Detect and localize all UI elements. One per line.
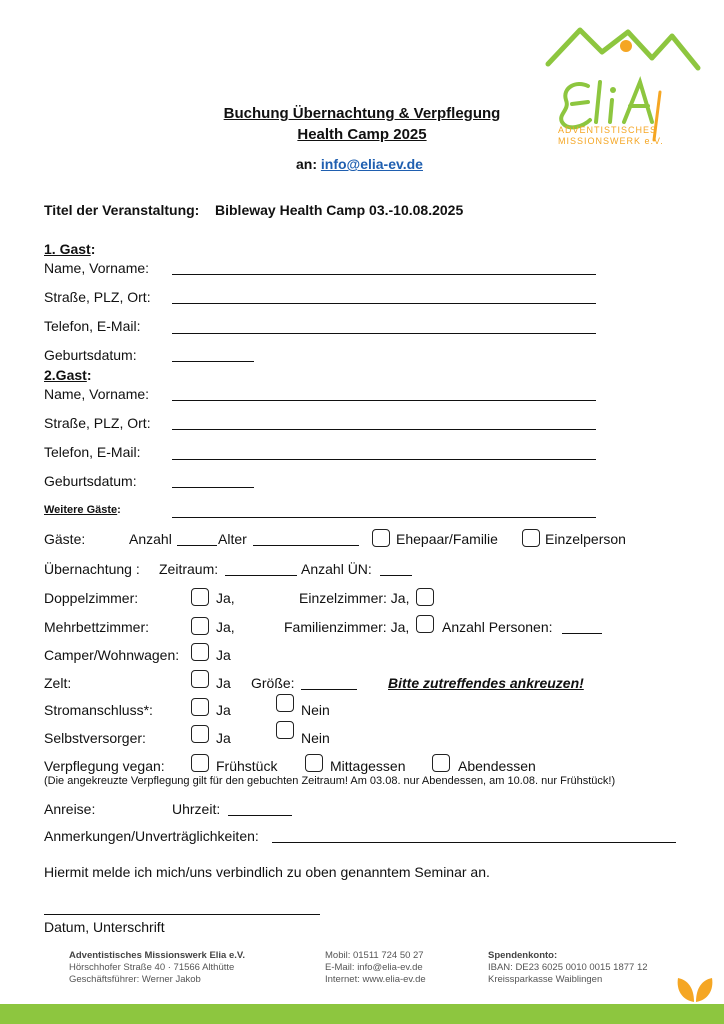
remarks-label: Anmerkungen/Unverträglichkeiten: — [44, 828, 259, 844]
self-catering-label: Selbstversorger: — [44, 730, 146, 746]
footer-ceo: Geschäftsführer: Werner Jakob — [69, 974, 201, 985]
footer-street: Hörschhofer Straße 40 · 71566 Althütte — [69, 962, 235, 973]
guests-age-field[interactable] — [253, 545, 359, 546]
lunch-checkbox[interactable] — [305, 754, 323, 772]
stay-nights-field[interactable] — [380, 575, 412, 576]
guests-count-field[interactable] — [177, 545, 217, 546]
single-room-checkbox[interactable] — [416, 588, 434, 606]
guest2-heading — [44, 367, 91, 383]
guest2-address-label: Straße, PLZ, Ort: — [44, 415, 151, 431]
guests-count-label: Anzahl — [129, 531, 172, 547]
guest2-name-field[interactable] — [172, 400, 596, 401]
breakfast-label: Frühstück — [216, 758, 278, 774]
check-hint: Bitte zutreffendes ankreuzen! — [388, 675, 584, 691]
double-room-yes: Ja, — [216, 590, 235, 606]
power-no: Nein — [301, 702, 330, 718]
guest2-address-field[interactable] — [172, 429, 596, 430]
dinner-label: Abendessen — [458, 758, 536, 774]
title-line1: Buchung Übernachtung & Verpflegung — [223, 105, 501, 122]
self-yes: Ja — [216, 730, 231, 746]
multi-room-checkbox[interactable] — [191, 617, 209, 635]
persons-field[interactable] — [562, 633, 602, 634]
event-name: Bibleway Health Camp 03.-10.08.2025 — [215, 202, 464, 218]
power-yes: Ja — [216, 702, 231, 718]
footer-green-bar — [0, 1004, 724, 1024]
power-no-checkbox[interactable] — [276, 694, 294, 712]
lunch-label: Mittagessen — [330, 758, 406, 774]
signature-label: Datum, Unterschrift — [44, 919, 165, 935]
guests-label: Gäste: — [44, 531, 86, 547]
guest1-heading-text: 1. Gast — [44, 241, 91, 257]
couple-checkbox[interactable] — [372, 529, 390, 547]
footer-bank: Kreissparkasse Waiblingen — [488, 974, 603, 985]
to-label: an: — [296, 156, 317, 172]
double-room-label: Doppelzimmer: — [44, 590, 139, 606]
stay-label: Übernachtung : — [44, 561, 140, 577]
guest2-contact-label: Telefon, E-Mail: — [44, 444, 141, 460]
guest2-heading-text: 2.Gast — [44, 367, 87, 383]
stay-period-label: Zeitraum: — [159, 561, 219, 577]
single-room-label: Einzelzimmer: Ja, — [299, 590, 410, 606]
footer-org: Adventistisches Missionswerk Elia e.V. — [69, 950, 246, 961]
footer-org-block — [69, 950, 245, 986]
guest2-colon: : — [86, 367, 92, 383]
guest1-address-field[interactable] — [172, 303, 596, 304]
more-guests-colon: : — [117, 504, 121, 516]
dinner-checkbox[interactable] — [432, 754, 450, 772]
guest2-birth-field[interactable] — [172, 487, 254, 488]
family-room-checkbox[interactable] — [416, 615, 434, 633]
footer-mobile: Mobil: 01511 724 50 27 — [325, 950, 424, 961]
multi-room-label: Mehrbettzimmer: — [44, 619, 150, 635]
arrival-time-label: Uhrzeit: — [172, 801, 221, 817]
logo-line2: MISSIONSWERK e.V. — [558, 136, 664, 146]
guests-age-label: Alter — [218, 531, 247, 547]
meals-note: (Die angekreuzte Verpflegung gilt für den gebuchten Zeitraum! Am 03.08. nur Abendessen, am 10.08. nur Frühstück!) — [44, 775, 616, 787]
footer-iban: IBAN: DE23 6025 0010 0015 1877 12 — [488, 962, 648, 973]
guest1-contact-field[interactable] — [172, 333, 596, 334]
guest1-birth-field[interactable] — [172, 361, 254, 362]
email-link[interactable]: info@elia-ev.de — [320, 156, 423, 172]
self-no-checkbox[interactable] — [276, 721, 294, 739]
more-guests-field[interactable] — [172, 517, 596, 518]
signature-field[interactable] — [44, 914, 320, 915]
persons-label: Anzahl Personen: — [442, 619, 553, 635]
remarks-field[interactable] — [272, 842, 676, 843]
family-room-label: Familienzimmer: Ja, — [284, 619, 410, 635]
logo-line1: ADVENTISTISCHES — [558, 125, 658, 135]
tent-size-label: Größe: — [251, 675, 295, 691]
event-label: Titel der Veranstaltung: — [44, 202, 200, 218]
self-no: Nein — [301, 730, 330, 746]
power-yes-checkbox[interactable] — [191, 698, 209, 716]
single-person-label: Einzelperson — [545, 531, 626, 547]
tent-label: Zelt: — [44, 675, 72, 691]
guest1-name-field[interactable] — [172, 274, 596, 275]
guest1-contact-label: Telefon, E-Mail: — [44, 318, 141, 334]
camper-yes: Ja — [216, 647, 231, 663]
single-person-checkbox[interactable] — [522, 529, 540, 547]
guest1-colon: : — [90, 241, 96, 257]
guest2-name-label: Name, Vorname: — [44, 386, 150, 402]
declaration-text: Hiermit melde ich mich/uns verbindlich zu oben genanntem Seminar an. — [44, 864, 490, 880]
meals-label: Verpflegung vegan: — [44, 758, 165, 774]
guest2-birth-label: Geburtsdatum: — [44, 473, 137, 489]
breakfast-checkbox[interactable] — [191, 754, 209, 772]
guest1-name-label: Name, Vorname: — [44, 260, 150, 276]
guest1-heading — [44, 241, 95, 257]
guest1-address-label: Straße, PLZ, Ort: — [44, 289, 151, 305]
stay-period-field[interactable] — [225, 575, 297, 576]
email-row — [296, 156, 423, 172]
camper-label: Camper/Wohnwagen: — [44, 647, 180, 663]
double-room-checkbox[interactable] — [191, 588, 209, 606]
tent-checkbox[interactable] — [191, 670, 209, 688]
guest1-birth-label: Geburtsdatum: — [44, 347, 137, 363]
tent-size-field[interactable] — [301, 689, 357, 690]
title-line2: Health Camp 2025 — [297, 126, 427, 143]
couple-label: Ehepaar/Familie — [396, 531, 498, 547]
more-guests-text: Weitere Gäste — [44, 504, 118, 516]
tent-yes: Ja — [216, 675, 231, 691]
guest2-contact-field[interactable] — [172, 459, 596, 460]
stay-nights-label: Anzahl ÜN: — [301, 561, 372, 577]
footer-donation-title: Spendenkonto: — [488, 950, 558, 961]
footer-contact-block — [325, 950, 426, 986]
camper-checkbox[interactable] — [191, 643, 209, 661]
multi-room-yes: Ja, — [216, 619, 235, 635]
footer-bank-block — [488, 950, 648, 986]
self-yes-checkbox[interactable] — [191, 725, 209, 743]
more-guests-label — [44, 504, 121, 516]
footer-email: E-Mail: info@elia-ev.de — [325, 962, 423, 973]
arrival-label: Anreise: — [44, 801, 96, 817]
footer-web: Internet: www.elia-ev.de — [325, 974, 426, 985]
arrival-time-field[interactable] — [228, 815, 292, 816]
power-label: Stromanschluss*: — [44, 702, 153, 718]
